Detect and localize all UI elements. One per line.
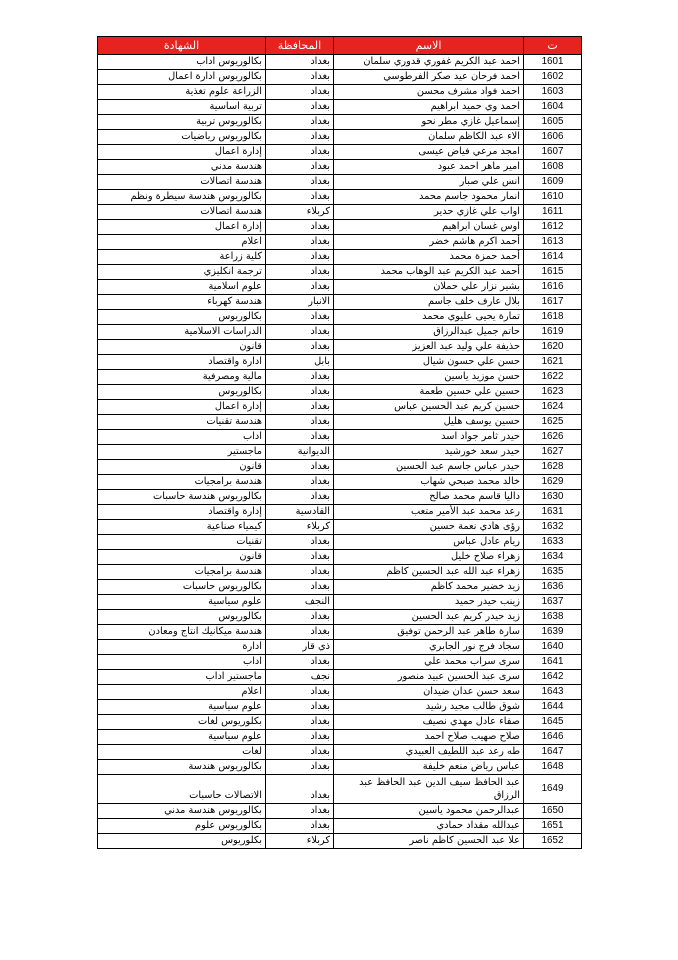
records-table: [97, 36, 582, 849]
cell-number: 1627: [524, 445, 582, 460]
cell-name: امير ماهر احمد عبود: [334, 160, 524, 175]
cell-name: انس علي صبار: [334, 175, 524, 190]
cell-name: داليا قاسم محمد صالح: [334, 490, 524, 505]
cell-governorate: الديوانية: [266, 445, 334, 460]
cell-governorate: بغداد: [266, 160, 334, 175]
table-row: [98, 700, 582, 715]
cell-name: صلاح صهيب صلاح احمد: [334, 730, 524, 745]
cell-governorate: بغداد: [266, 235, 334, 250]
cell-certificate: هندسة اتصالات: [98, 175, 266, 190]
cell-governorate: بغداد: [266, 310, 334, 325]
cell-number: 1619: [524, 325, 582, 340]
cell-number: 1605: [524, 115, 582, 130]
cell-certificate: ماجستير: [98, 445, 266, 460]
table-row: [98, 100, 582, 115]
cell-number: 1632: [524, 520, 582, 535]
cell-certificate: بكالوريوس هندسة حاسبات: [98, 490, 266, 505]
cell-certificate: بكالوريوس تربية: [98, 115, 266, 130]
table-row: [98, 235, 582, 250]
table-row: [98, 85, 582, 100]
cell-certificate: ادارة واقتصاد: [98, 355, 266, 370]
cell-governorate: كربلاء: [266, 205, 334, 220]
cell-governorate: بغداد: [266, 535, 334, 550]
cell-certificate: بكالوريوس حاسبات: [98, 580, 266, 595]
cell-number: 1603: [524, 85, 582, 100]
cell-name: سارة طاهر عبد الرحمن توفيق: [334, 625, 524, 640]
cell-governorate: بغداد: [266, 760, 334, 775]
table-row: [98, 70, 582, 85]
table-row: [98, 250, 582, 265]
cell-certificate: قانون: [98, 460, 266, 475]
cell-governorate: بغداد: [266, 460, 334, 475]
cell-governorate: بغداد: [266, 430, 334, 445]
table-row: [98, 610, 582, 625]
cell-number: 1649: [524, 775, 582, 804]
cell-certificate: بكالوريوس: [98, 310, 266, 325]
cell-name: علا عبد الحسين كاظم ناصر: [334, 834, 524, 849]
cell-number: 1633: [524, 535, 582, 550]
cell-number: 1617: [524, 295, 582, 310]
header-governorate: المحافظة: [266, 37, 334, 55]
cell-certificate: هندسة تقنيات: [98, 415, 266, 430]
cell-number: 1623: [524, 385, 582, 400]
cell-name: شوق طالب مجيد رشيد: [334, 700, 524, 715]
table-row: [98, 145, 582, 160]
cell-governorate: بغداد: [266, 565, 334, 580]
cell-name: أحمد عبد الكريم عبد الوهاب محمد: [334, 265, 524, 280]
cell-number: 1643: [524, 685, 582, 700]
cell-number: 1610: [524, 190, 582, 205]
cell-certificate: هندسة اتصالات: [98, 205, 266, 220]
cell-governorate: بغداد: [266, 70, 334, 85]
cell-certificate: هندسة برامجيات: [98, 475, 266, 490]
cell-certificate: إدارة اعمال: [98, 400, 266, 415]
table-row: [98, 130, 582, 145]
cell-name: رعد محمد عبد الأمير متعب: [334, 505, 524, 520]
cell-name: طه رعد عبد اللطيف العبيدي: [334, 745, 524, 760]
cell-name: سرى سراب محمد علي: [334, 655, 524, 670]
cell-number: 1646: [524, 730, 582, 745]
cell-name: عبد الحافظ سيف الدين عبد الحافظ عبد الرزاق: [334, 775, 524, 804]
cell-governorate: بغداد: [266, 85, 334, 100]
cell-governorate: بغداد: [266, 385, 334, 400]
cell-governorate: بغداد: [266, 775, 334, 804]
table-row: [98, 625, 582, 640]
cell-name: زهراء عبد الله عبد الحسين كاظم: [334, 565, 524, 580]
cell-governorate: بغداد: [266, 280, 334, 295]
cell-name: حسن علي حسون شيال: [334, 355, 524, 370]
cell-name: اوس غسان ابراهيم: [334, 220, 524, 235]
cell-certificate: ماجستير اداب: [98, 670, 266, 685]
cell-certificate: علوم سياسية: [98, 700, 266, 715]
table-row: [98, 505, 582, 520]
table-row: [98, 685, 582, 700]
table-row: [98, 490, 582, 505]
table-row: [98, 460, 582, 475]
cell-certificate: قانون: [98, 550, 266, 565]
table-row: [98, 220, 582, 235]
cell-certificate: تقنيات: [98, 535, 266, 550]
cell-name: عبدالله مقداد حمادي: [334, 819, 524, 834]
cell-name: سعد حسن عدان ضيدان: [334, 685, 524, 700]
cell-name: إسماعيل غازي مطر نحو: [334, 115, 524, 130]
cell-certificate: بكالوريوس اداب: [98, 55, 266, 70]
cell-name: حسين علي حسين طعمة: [334, 385, 524, 400]
cell-number: 1648: [524, 760, 582, 775]
cell-name: سرى عبد الحسين عبيد منصور: [334, 670, 524, 685]
cell-governorate: بغداد: [266, 580, 334, 595]
cell-governorate: بغداد: [266, 730, 334, 745]
cell-governorate: بغداد: [266, 490, 334, 505]
cell-name: حيدر سعد خورشيد: [334, 445, 524, 460]
cell-name: الاء عبد الكاظم سلمان: [334, 130, 524, 145]
table-row: [98, 175, 582, 190]
cell-governorate: بغداد: [266, 175, 334, 190]
cell-certificate: إدارة واقتصاد: [98, 505, 266, 520]
cell-certificate: كلية زراعة: [98, 250, 266, 265]
cell-name: احمد فرحان عيد صكر الفرطوسي: [334, 70, 524, 85]
cell-governorate: بغداد: [266, 685, 334, 700]
cell-name: اواب علي غازي حدير: [334, 205, 524, 220]
cell-number: 1615: [524, 265, 582, 280]
table-row: [98, 415, 582, 430]
table-row: [98, 655, 582, 670]
cell-name: رؤى هادي نعمة حسين: [334, 520, 524, 535]
header-name: الاسم: [334, 37, 524, 55]
table-row: [98, 565, 582, 580]
cell-number: 1647: [524, 745, 582, 760]
table-row: [98, 265, 582, 280]
cell-governorate: بغداد: [266, 190, 334, 205]
cell-number: 1626: [524, 430, 582, 445]
cell-certificate: قانون: [98, 340, 266, 355]
cell-certificate: بكالوريوس رياضيات: [98, 130, 266, 145]
cell-certificate: ترجمة انكليزي: [98, 265, 266, 280]
cell-name: خالد محمد صبحي شهاب: [334, 475, 524, 490]
cell-governorate: بغداد: [266, 415, 334, 430]
cell-name: بلال عارف خلف جاسم: [334, 295, 524, 310]
table-row: [98, 595, 582, 610]
cell-governorate: بغداد: [266, 550, 334, 565]
cell-certificate: هندسة برامجيات: [98, 565, 266, 580]
cell-name: انمار محمود جاسم محمد: [334, 190, 524, 205]
cell-governorate: ذي قار: [266, 640, 334, 655]
cell-governorate: بغداد: [266, 115, 334, 130]
cell-number: 1625: [524, 415, 582, 430]
cell-certificate: مالية ومصرفية: [98, 370, 266, 385]
cell-governorate: بغداد: [266, 475, 334, 490]
cell-number: 1630: [524, 490, 582, 505]
cell-certificate: بكالوريوس هندسة: [98, 760, 266, 775]
cell-name: صفاء عادل مهدي نصيف: [334, 715, 524, 730]
cell-certificate: الزراعة علوم تغذية: [98, 85, 266, 100]
cell-governorate: بغداد: [266, 400, 334, 415]
cell-governorate: النجف: [266, 595, 334, 610]
table-row: [98, 520, 582, 535]
cell-name: ريام عادل عباس: [334, 535, 524, 550]
table-row: [98, 580, 582, 595]
cell-name: أحمد اكرم هاشم خضر: [334, 235, 524, 250]
cell-number: 1651: [524, 819, 582, 834]
cell-certificate: علوم سياسية: [98, 730, 266, 745]
cell-certificate: بكالوريوس علوم: [98, 819, 266, 834]
table-row: [98, 190, 582, 205]
table-row: [98, 340, 582, 355]
table-row: [98, 834, 582, 849]
table-row: [98, 160, 582, 175]
cell-certificate: هندسة مدني: [98, 160, 266, 175]
cell-name: عبدالرحمن محمود ياسين: [334, 804, 524, 819]
cell-number: 1628: [524, 460, 582, 475]
cell-governorate: بغداد: [266, 220, 334, 235]
cell-number: 1616: [524, 280, 582, 295]
cell-number: 1608: [524, 160, 582, 175]
table-row: [98, 430, 582, 445]
cell-governorate: بغداد: [266, 55, 334, 70]
table-row: [98, 715, 582, 730]
table-header-row: [98, 37, 582, 55]
cell-name: زيد حيدر كريم عبد الحسين: [334, 610, 524, 625]
table-row: [98, 745, 582, 760]
table-row: [98, 55, 582, 70]
cell-number: 1644: [524, 700, 582, 715]
cell-number: 1634: [524, 550, 582, 565]
cell-governorate: بغداد: [266, 145, 334, 160]
cell-number: 1652: [524, 834, 582, 849]
cell-number: 1637: [524, 595, 582, 610]
cell-number: 1618: [524, 310, 582, 325]
cell-certificate: اعلام: [98, 235, 266, 250]
table-row: [98, 385, 582, 400]
cell-name: زينب حيدر حميد: [334, 595, 524, 610]
cell-governorate: بغداد: [266, 655, 334, 670]
table-row: [98, 205, 582, 220]
table-row: [98, 760, 582, 775]
table-row: [98, 445, 582, 460]
cell-name: حسين يوسف هليل: [334, 415, 524, 430]
cell-name: حاتم جميل عبدالرزاق: [334, 325, 524, 340]
header-certificate: الشهادة: [98, 37, 266, 55]
cell-governorate: بغداد: [266, 715, 334, 730]
table-row: [98, 775, 582, 804]
table-row: [98, 640, 582, 655]
cell-number: 1631: [524, 505, 582, 520]
table-row: [98, 325, 582, 340]
cell-number: 1612: [524, 220, 582, 235]
table-row: [98, 819, 582, 834]
cell-certificate: هندسة كهرباء: [98, 295, 266, 310]
cell-governorate: بغداد: [266, 265, 334, 280]
cell-governorate: بغداد: [266, 819, 334, 834]
cell-name: بشير نزار علي حملان: [334, 280, 524, 295]
cell-number: 1621: [524, 355, 582, 370]
cell-number: 1640: [524, 640, 582, 655]
cell-certificate: ادارة: [98, 640, 266, 655]
cell-name: حسن موزيد ياسين: [334, 370, 524, 385]
cell-name: حيدر ثامر جواد اسد: [334, 430, 524, 445]
cell-name: امجد مرعي فياض عيسى: [334, 145, 524, 160]
table-row: [98, 550, 582, 565]
cell-certificate: بكالوريوس ادارة اعمال: [98, 70, 266, 85]
cell-certificate: بكلوريوس لغات: [98, 715, 266, 730]
cell-governorate: القادسية: [266, 505, 334, 520]
cell-number: 1609: [524, 175, 582, 190]
cell-certificate: الاتصالات حاسبات: [98, 775, 266, 804]
cell-certificate: اداب: [98, 430, 266, 445]
cell-governorate: بغداد: [266, 325, 334, 340]
cell-name: حذيفة علي وليد عبد العزيز: [334, 340, 524, 355]
table-row: [98, 280, 582, 295]
cell-name: زهراء صلاح خليل: [334, 550, 524, 565]
header-number: ت: [524, 37, 582, 55]
cell-number: 1606: [524, 130, 582, 145]
cell-number: 1635: [524, 565, 582, 580]
cell-certificate: علوم اسلامية: [98, 280, 266, 295]
table-row: [98, 355, 582, 370]
cell-number: 1638: [524, 610, 582, 625]
cell-number: 1642: [524, 670, 582, 685]
table-row: [98, 475, 582, 490]
cell-governorate: بغداد: [266, 370, 334, 385]
cell-certificate: اعلام: [98, 685, 266, 700]
cell-governorate: نجف: [266, 670, 334, 685]
table-row: [98, 370, 582, 385]
table-row: [98, 804, 582, 819]
cell-number: 1620: [524, 340, 582, 355]
cell-number: 1639: [524, 625, 582, 640]
cell-governorate: بغداد: [266, 340, 334, 355]
cell-governorate: كربلاء: [266, 834, 334, 849]
cell-certificate: هندسة ميكانيك انتاج ومعادن: [98, 625, 266, 640]
cell-certificate: كيمياء صناعية: [98, 520, 266, 535]
cell-certificate: لغات: [98, 745, 266, 760]
cell-certificate: إدارة اعمال: [98, 145, 266, 160]
cell-name: زيد خضير محمد كاظم: [334, 580, 524, 595]
cell-number: 1614: [524, 250, 582, 265]
table-row: [98, 310, 582, 325]
cell-governorate: بغداد: [266, 610, 334, 625]
cell-name: احمد وي حميد ابراهيم: [334, 100, 524, 115]
cell-number: 1636: [524, 580, 582, 595]
cell-number: 1622: [524, 370, 582, 385]
cell-governorate: بغداد: [266, 625, 334, 640]
cell-governorate: بغداد: [266, 250, 334, 265]
cell-governorate: الانبار: [266, 295, 334, 310]
cell-certificate: إدارة اعمال: [98, 220, 266, 235]
cell-certificate: بكالوريوس: [98, 610, 266, 625]
cell-number: 1601: [524, 55, 582, 70]
cell-governorate: بغداد: [266, 100, 334, 115]
cell-name: تمارة يحيى عليوي محمد: [334, 310, 524, 325]
cell-certificate: بكلوريوس: [98, 834, 266, 849]
cell-number: 1645: [524, 715, 582, 730]
cell-governorate: بغداد: [266, 745, 334, 760]
cell-name: احمد فواد مشرف محسن: [334, 85, 524, 100]
cell-number: 1629: [524, 475, 582, 490]
cell-certificate: بكالوريوس هندسة سيطرة ونظم: [98, 190, 266, 205]
cell-name: أحمد حمزة محمد: [334, 250, 524, 265]
cell-number: 1611: [524, 205, 582, 220]
cell-number: 1641: [524, 655, 582, 670]
cell-certificate: الدراسات الاسلامية: [98, 325, 266, 340]
cell-certificate: بكالوريوس: [98, 385, 266, 400]
cell-name: عباس رياض منعم خليفة: [334, 760, 524, 775]
cell-certificate: تربية اساسية: [98, 100, 266, 115]
cell-number: 1650: [524, 804, 582, 819]
cell-certificate: بكالوريوس هندسة مدني: [98, 804, 266, 819]
table-row: [98, 400, 582, 415]
table-row: [98, 730, 582, 745]
cell-certificate: علوم سياسية: [98, 595, 266, 610]
cell-name: حيدر عباس جاسم عبد الحسين: [334, 460, 524, 475]
table-row: [98, 295, 582, 310]
table-row: [98, 670, 582, 685]
cell-number: 1602: [524, 70, 582, 85]
cell-number: 1604: [524, 100, 582, 115]
cell-governorate: بغداد: [266, 130, 334, 145]
cell-governorate: كربلاء: [266, 520, 334, 535]
cell-certificate: اداب: [98, 655, 266, 670]
cell-number: 1624: [524, 400, 582, 415]
cell-number: 1607: [524, 145, 582, 160]
cell-number: 1613: [524, 235, 582, 250]
cell-name: حسين كريم عبد الحسين عباس: [334, 400, 524, 415]
table-row: [98, 115, 582, 130]
cell-governorate: بغداد: [266, 700, 334, 715]
table-row: [98, 535, 582, 550]
cell-name: احمد عبد الكريم غفوري قدوري سلمان: [334, 55, 524, 70]
cell-governorate: بابل: [266, 355, 334, 370]
cell-governorate: بغداد: [266, 804, 334, 819]
cell-name: سجاد فرج نور الجابري: [334, 640, 524, 655]
table-body: [98, 55, 582, 849]
